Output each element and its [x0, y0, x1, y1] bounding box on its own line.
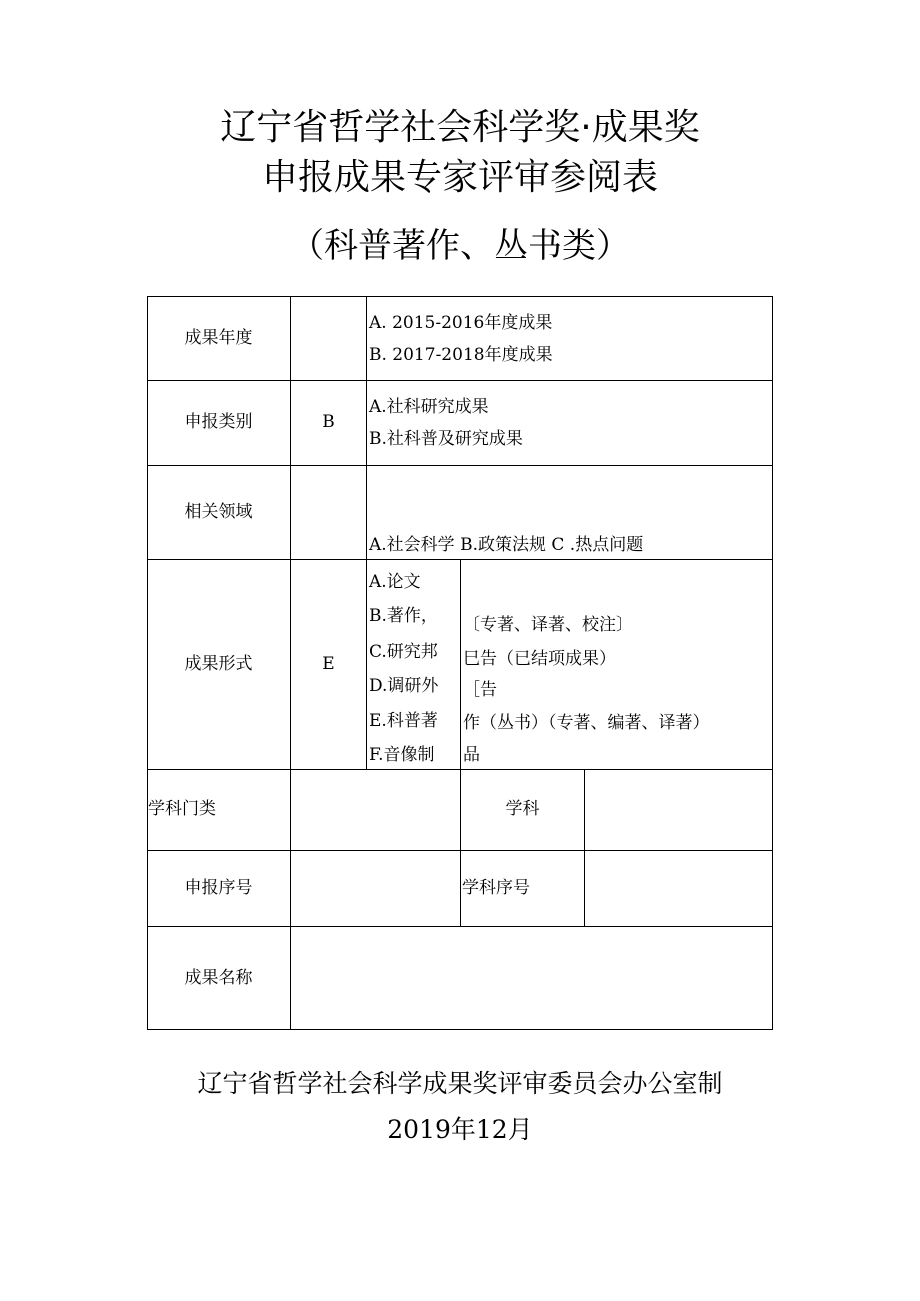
form-left-item: C.研究邦 — [369, 642, 438, 662]
row-divider — [147, 380, 773, 381]
subtitle: （科普著作、丛书类） — [290, 226, 630, 266]
form-right-item: ［告 — [463, 680, 497, 700]
form-right-item: 品 — [463, 745, 480, 765]
column-divider — [460, 559, 461, 927]
form-right-item: 巳告（已结项成果） — [463, 649, 616, 669]
discipline-category-label: 学科门类 — [148, 799, 216, 819]
footer-issuer: 辽宁省哲学社会科学成果奖评审委员会办公室制 — [197, 1069, 723, 1098]
field-options: A.社会科学 B.政策法规 C .热点问题 — [369, 535, 644, 555]
field-label: 相关领域 — [184, 502, 253, 522]
year-label: 成果年度 — [184, 328, 253, 348]
category-label: 申报类别 — [184, 412, 253, 432]
form-label: 成果形式 — [184, 654, 253, 674]
category-value[interactable]: B — [322, 412, 335, 432]
title-line-2: 申报成果专家评审参阅表 — [261, 157, 658, 198]
form-value[interactable]: E — [322, 654, 335, 674]
footer-date: 2019年12月 — [387, 1115, 533, 1144]
column-divider — [584, 769, 585, 927]
review-table — [147, 296, 773, 1030]
discipline-label: 学科 — [505, 799, 540, 819]
form-left-item: D.调研外 — [369, 676, 439, 696]
table-border-bottom — [147, 1029, 773, 1030]
category-option-a: A.社科研究成果 — [369, 397, 489, 417]
achievement-name-label: 成果名称 — [184, 968, 253, 988]
form-right-item: 作（丛书）（专著、编著、译著） — [463, 713, 710, 733]
year-option-a: A. 2015-2016年度成果 — [369, 313, 553, 333]
column-divider — [366, 296, 367, 770]
discipline-number-label: 学科序号 — [462, 878, 530, 898]
year-option-b: B. 2017-2018年度成果 — [369, 345, 553, 365]
form-left-item: B.著作， — [369, 606, 438, 626]
form-left-item: F.音像制 — [369, 745, 435, 765]
table-border-right — [772, 296, 773, 1030]
category-option-b: B.社科普及研究成果 — [369, 429, 523, 449]
table-border-top — [147, 296, 773, 297]
row-divider — [147, 465, 773, 466]
form-right-item: 〔专著、译著、校注〕 — [463, 615, 633, 635]
title-line-1: 辽宁省哲学社会科学奖·成果奖 — [220, 107, 700, 148]
application-number-label: 申报序号 — [184, 878, 253, 898]
form-left-item: E.科普著 — [369, 711, 438, 731]
form-left-item: A.论文 — [369, 572, 421, 592]
